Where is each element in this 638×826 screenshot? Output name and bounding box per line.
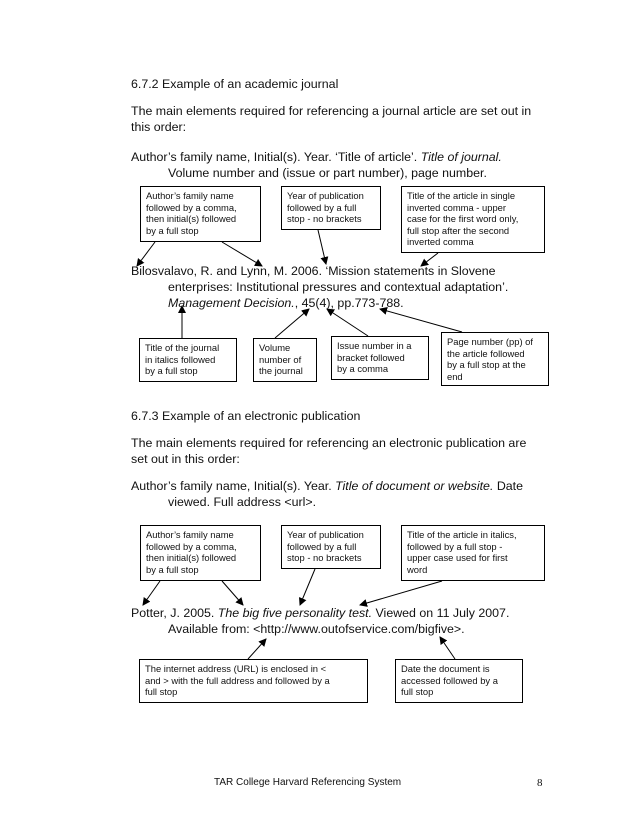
annotation-line: by a full stop [145,365,198,377]
annotation-line: in italics followed [145,353,216,365]
annotation-line: upper case used for first [407,552,508,564]
arrow-issue [327,309,368,336]
electronic-format-text: Author’s family name, Initial(s). Year. [131,479,336,493]
annotation-line: and > with the full address and followed by a [145,674,330,686]
annotation-line: by a full stop [146,563,199,575]
annotation-line: followed by a full [287,201,357,213]
annotation-line: then initial(s) followed [146,213,237,225]
annotation-line: Title of the journal [145,342,220,353]
annotation-line: full stop [401,686,434,698]
annotation-line: Issue number in a [337,340,412,351]
electronic-example-italic: The big five personality test. [217,606,373,620]
arrow-year-electronic-2 [300,569,315,605]
arrow-year-journal [318,230,326,264]
annotation-line: then initial(s) followed [146,552,237,564]
arrow-url [248,639,266,659]
electronic-format-italic: Title of document or website. [335,479,494,493]
annotation-line: full stop after the second [407,224,510,236]
electronic-example-text-2: Viewed on 11 July 2007. [372,606,510,620]
annotation-line: Title of the article in single [407,190,516,201]
annotation-line: stop - no brackets [287,552,362,564]
annotation-line: The internet address (URL) is enclosed in < [145,663,327,674]
annotation-line: case for the first word only, [407,213,519,225]
annotation-line: by a comma [337,363,389,375]
annotation-line: Year of publication [287,529,364,540]
arrow-article-title [421,253,438,266]
arrow-document-title [360,581,442,605]
annotation-line: stop - no brackets [287,213,362,225]
annotation-line: Date the document is [401,663,490,674]
arrow-author-journal [137,242,155,266]
annotation-line: Author’s family name [146,529,234,540]
electronic-format-text-2: Date [493,479,524,493]
annotation-line: word [407,563,428,575]
annotation-line: number of [259,353,302,365]
journal-example-rest: , 45(4), pp.773-788. [294,296,404,310]
annotation-line: Author’s family name [146,190,234,201]
journal-format-italic: Title of journal. [420,150,502,164]
annotation-line: accessed followed by a [401,674,498,686]
page-number: 8 [537,777,543,789]
annotation-line: full stop [145,686,178,698]
section-672-intro-line-1: The main elements required for referencing a journal article are set out in [131,104,532,118]
section-673-heading: 6.7.3 Example of an electronic publication [131,409,361,423]
annotation-line: followed by a comma, [146,540,237,552]
arrow-volume [275,309,309,338]
annotation-line: followed by a full stop - [407,540,503,552]
arrow-author-electronic [143,581,160,605]
journal-example-line-1: Bilosvalavo, R. and Lynn, M. 2006. ‘Mission statements in Slovene [131,264,496,278]
journal-format-text: Author’s family name, Initial(s). Year. ‘Title of article’. [131,150,421,164]
annotation-line: followed by a comma, [146,201,237,213]
electronic-example-line-2: Available from: <http://www.outofservice.com/bigfive>. [168,622,465,636]
section-672-heading: 6.7.2 Example of an academic journal [131,77,339,91]
annotation-line: Page number (pp) of [447,336,533,347]
arrow-year-electronic [222,581,243,605]
section-673-intro-line-2: set out in this order: [131,452,240,466]
annotation-line: inverted comma [407,236,474,248]
electronic-format-line-2: viewed. Full address <url>. [168,495,317,509]
footer-title: TAR College Harvard Referencing System [214,777,402,788]
journal-example-line-2: enterprises: Institutional pressures and contextual adaptation’. [168,280,509,294]
annotation-line: by a full stop at the [447,359,526,371]
annotation-line: followed by a full [287,540,357,552]
section-672-intro-line-2: this order: [131,120,187,134]
annotation-line: Year of publication [287,190,364,201]
annotation-line: the journal [259,365,303,377]
annotation-line: bracket followed [337,351,405,363]
electronic-example-text: Potter, J. 2005. [131,606,218,620]
journal-format-line-2: Volume number and (issue or part number), page number. [168,166,487,180]
arrow-page-number [380,309,462,332]
journal-example-italic: Management Decision. [168,296,295,310]
annotation-line: inverted comma - upper [407,201,507,213]
arrow-initials-journal [222,242,262,266]
annotation-line: Title of the article in italics, [407,529,517,540]
annotation-line: the article followed [447,347,525,359]
annotation-line: by a full stop [146,224,199,236]
annotation-line: Volume [259,342,291,353]
annotation-line: end [447,370,463,382]
arrow-date-accessed [440,637,455,659]
section-673-intro-line-1: The main elements required for referencing an electronic publication are [131,436,527,450]
